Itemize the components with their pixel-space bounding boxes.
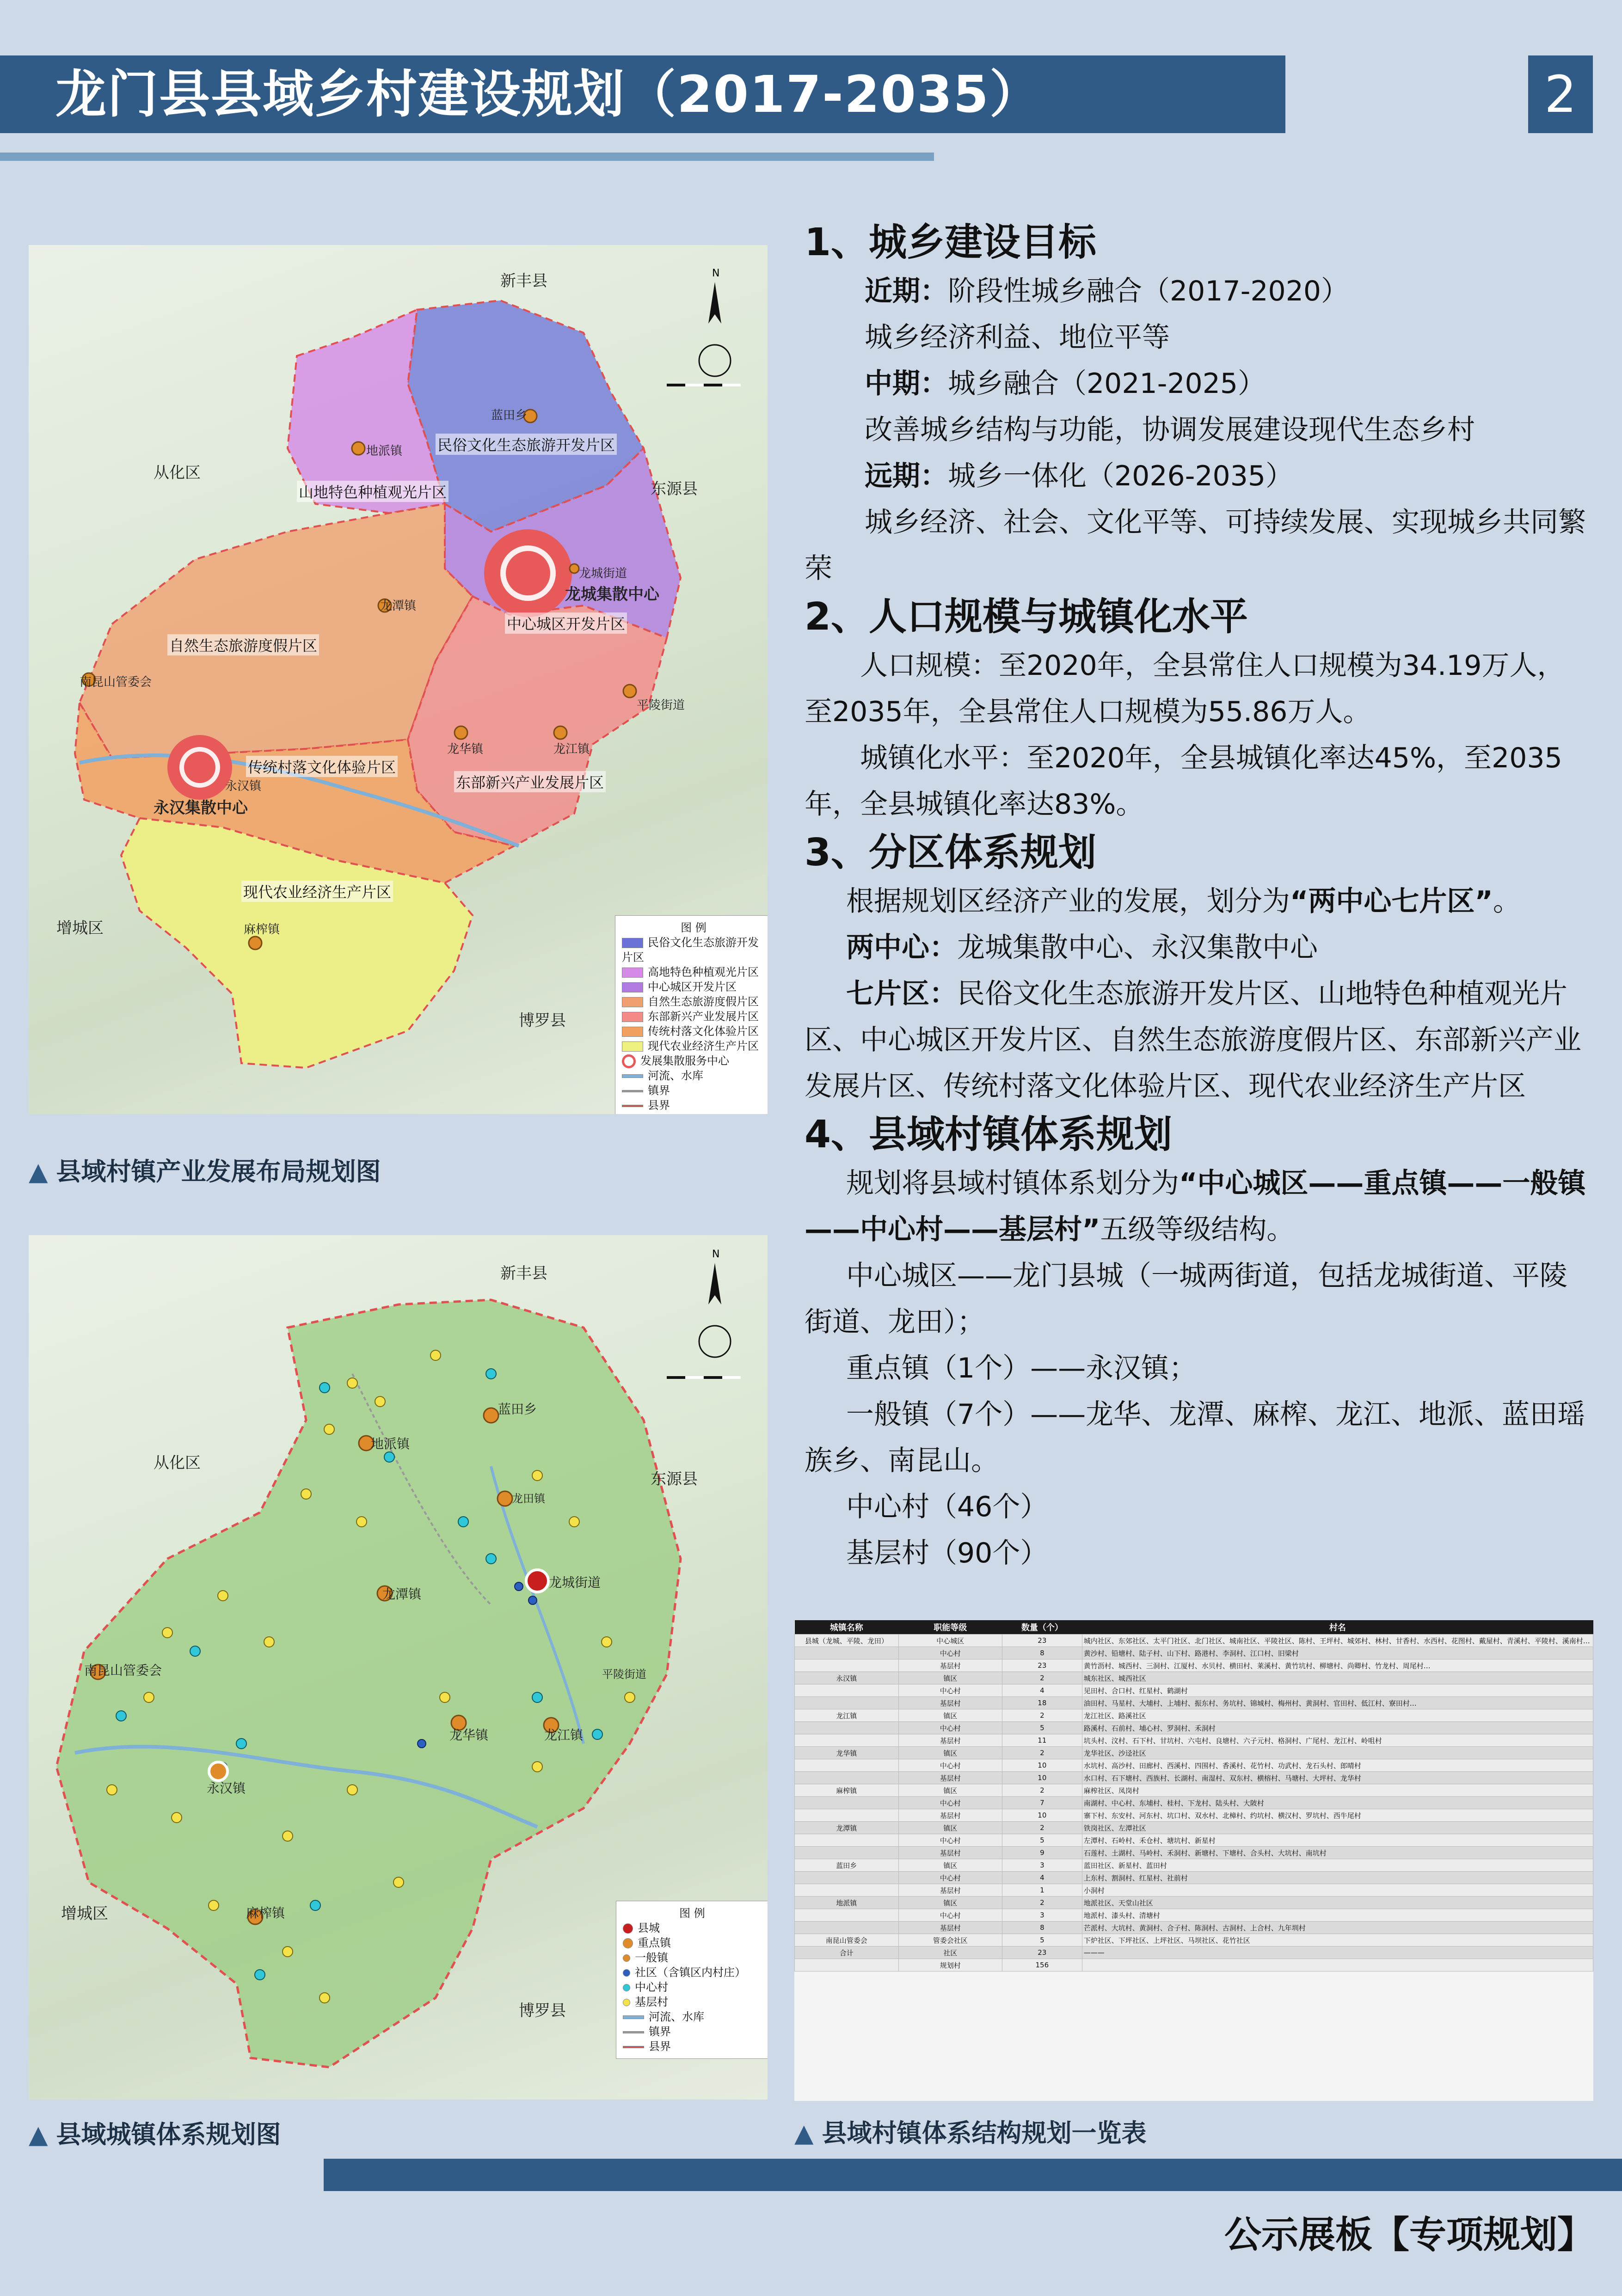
zone-label: 山地特色种植观光片区: [297, 481, 449, 502]
town-system-intro: 规划将县域村镇体系划分为“中心城区——重点镇——一般镇——中心村——基层村”五级等级结构。: [805, 1167, 1586, 1246]
town-label: 龙华镇: [447, 742, 484, 756]
table-cell: [795, 1809, 899, 1822]
town-label: 麻榨镇: [244, 923, 280, 937]
neighbor-label: 新丰县: [500, 272, 547, 290]
table-cell: 基层村: [898, 1697, 1002, 1709]
town-label: 永汉镇: [207, 1781, 246, 1796]
table-cell: 地派镇: [795, 1897, 899, 1909]
table-cell: 2: [1002, 1672, 1082, 1684]
table-cell: 南昆山管委会: [795, 1934, 899, 1947]
table-cell: [795, 1684, 899, 1697]
table-row: [795, 1884, 1593, 1897]
town-label: 地派镇: [366, 444, 403, 458]
hub-label: 永汉集散中心: [154, 799, 248, 817]
town-system-line: 中心村（46个）: [846, 1491, 1048, 1523]
table-cell: [795, 1959, 899, 1971]
page-number: 2: [1528, 55, 1593, 133]
table-cell: 麻榨社区、凤岗村: [1082, 1784, 1593, 1797]
neighbor-label: 博罗县: [519, 1011, 566, 1030]
legend-item: 自然生态旅游度假片区: [622, 994, 765, 1009]
town-label: 地派镇: [371, 1436, 410, 1451]
table-cell: 水坑村、高沙村、田廊村、西溪村、四围村、香溪村、花竹村、功武村、龙石头村、郎晴村: [1082, 1759, 1593, 1772]
table-cell: [795, 1759, 899, 1772]
table-header: 城镇名称: [795, 1620, 899, 1635]
goal-line: 城乡经济利益、地位平等: [865, 321, 1170, 354]
table-row: [795, 1635, 1593, 1647]
zoning-intro: 根据规划区经济产业的发展，划分为“两中心七片区”。: [846, 885, 1521, 918]
table-cell: 地派村、漆头村、清塘村: [1082, 1909, 1593, 1922]
table-cell: 路溪村、石前村、埔心村、罗洞村、禾洞村: [1082, 1722, 1593, 1734]
zone-label: 传统村落文化体验片区: [246, 756, 398, 777]
legend-item: 传统村落文化体验片区: [622, 1024, 765, 1039]
table-cell: 156: [1002, 1959, 1082, 1971]
table-cell: [795, 1722, 899, 1734]
table-cell: 23: [1002, 1947, 1082, 1959]
table-row: [795, 1909, 1593, 1922]
table-row: [795, 1709, 1593, 1722]
table-cell: 基层村: [898, 1659, 1002, 1672]
town-system-line: 重点镇（1个）——永汉镇；: [846, 1352, 1197, 1384]
legend-item: 东部新兴产业发展片区: [622, 1009, 765, 1024]
table-cell: 永汉镇: [795, 1672, 899, 1684]
table-cell: 镇区: [898, 1822, 1002, 1834]
table-cell: 麻榨镇: [795, 1784, 899, 1797]
zone-label: 中心城区开发片区: [505, 612, 627, 634]
table-cell: 中心村: [898, 1872, 1002, 1884]
table-row: [795, 1797, 1593, 1809]
table-cell: 坑头村、汶村、石下村、甘坑村、六屯村、良塘村、六子元村、格洞村、广尾村、龙江村、岭咀村: [1082, 1734, 1593, 1747]
neighbor-label: 从化区: [154, 1454, 201, 1472]
zone-natural-ecology: [80, 504, 473, 758]
table-cell: [795, 1834, 899, 1847]
two-centers-line: 两中心：龙城集散中心、永汉集散中心: [846, 931, 1318, 964]
legend-item: 高地特色种植观光片区: [622, 965, 765, 980]
table-cell: 基层村: [898, 1734, 1002, 1747]
table-cell: 水口村、石下塘村、西族村、长湖村、南湿村、双东村、横榕村、马塘村、大坪村、龙华村: [1082, 1772, 1593, 1784]
town-label: 永汉镇: [225, 779, 262, 793]
table-cell: 油田村、马星村、大埔村、上埔村、振东村、务坑村、锦城村、梅州村、黄洞村、官田村、低江村、寮田村…: [1082, 1697, 1593, 1709]
table-cell: 23: [1002, 1635, 1082, 1647]
town-system-line: 基层村（90个）: [846, 1537, 1048, 1569]
table-cell: [795, 1847, 899, 1859]
table-row: [795, 1934, 1593, 1947]
table-cell: 10: [1002, 1759, 1082, 1772]
table-cell: 基层村: [898, 1922, 1002, 1934]
table-header: 职能等级: [898, 1620, 1002, 1635]
town-label: 平陵街道: [602, 1668, 646, 1681]
table-cell: 中心城区: [898, 1635, 1002, 1647]
table-cell: 南湖村、中心村、东埔村、桂村、下龙村、陆头村、大陂村: [1082, 1797, 1593, 1809]
table-cell: 左潭村、石岭村、禾仓村、塘坑村、新星村: [1082, 1834, 1593, 1847]
table-cell: 23: [1002, 1659, 1082, 1672]
table-cell: 蓝田乡: [795, 1859, 899, 1872]
table-row: [795, 1734, 1593, 1747]
legend-item: 河流、水库: [622, 1068, 765, 1083]
table-cell: 基层村: [898, 1772, 1002, 1784]
table-cell: 中心村: [898, 1684, 1002, 1697]
north-arrow-2: [699, 1249, 731, 1357]
industry-layout-map: [29, 245, 768, 1114]
table-row: [795, 1822, 1593, 1834]
table-row: [795, 1672, 1593, 1684]
zone-label: 东部新兴产业发展片区: [454, 771, 606, 792]
table-cell: 2: [1002, 1709, 1082, 1722]
town-label: 龙江镇: [553, 742, 590, 756]
map1-caption: ▲ 县域村镇产业发展布局规划图: [29, 1157, 381, 1186]
table-cell: 管委会社区: [898, 1934, 1002, 1947]
neighbor-label: 东源县: [651, 1470, 698, 1488]
table-cell: 镇区: [898, 1784, 1002, 1797]
map-legend: [616, 1901, 768, 2059]
table-cell: 18: [1002, 1697, 1082, 1709]
neighbor-label: 东源县: [651, 480, 698, 498]
neighbor-label: 新丰县: [500, 1264, 547, 1283]
legend-title: 图 例: [679, 1907, 705, 1920]
table-row: [795, 1809, 1593, 1822]
table-cell: 小洞村: [1082, 1884, 1593, 1897]
seven-zones-line: 七片区：民俗文化生态旅游开发片区、山地特色种植观光片区、中心城区开发片区、自然生态旅游度假片区、东部新兴产业发展片区、传统村落文化体验片区、现代农业经济生产片区: [805, 978, 1581, 1102]
town-label: 龙城街道: [549, 1575, 601, 1590]
legend-item: 社区（含镇区内村庄）: [623, 1965, 762, 1980]
population-paragraph: 人口规模：至2020年，全县常住人口规模为34.19万人，至2035年，全县常住人口规模为55.86万人。: [805, 649, 1565, 728]
table-cell: 合计: [795, 1947, 899, 1959]
map-legend: [615, 915, 768, 1114]
legend-item: 河流、水库: [623, 2009, 762, 2024]
table-row: [795, 1747, 1593, 1759]
table-cell: 9: [1002, 1847, 1082, 1859]
table-row: [795, 1947, 1593, 1959]
table-cell: 下炉社区、下坪社区、上坪社区、马坝社区、花竹社区: [1082, 1934, 1593, 1947]
section-heading: 2、人口规模与城镇化水平: [805, 595, 1248, 639]
zone-label: 自然生态旅游度假片区: [167, 634, 319, 655]
header-accent-bar: [0, 153, 934, 161]
table-row: [795, 1859, 1593, 1872]
table-cell: [795, 1922, 899, 1934]
table-cell: 城内社区、东郊社区、太平门社区、北门社区、城南社区、平陵社区、陈村、王坪村、城郊村、林村、甘香村、水西村、花图村、戴屋村、青溪村、平陵村、溪南村…: [1082, 1635, 1593, 1647]
table-cell: 石莲村、土湖村、马岭村、禾洞村、新塘村、下塘村、合头村、大坑村、南坑村: [1082, 1847, 1593, 1859]
triangle-icon: ▲: [29, 2120, 48, 2149]
table-cell: 社区: [898, 1947, 1002, 1959]
table-cell: 中心村: [898, 1797, 1002, 1809]
table-cell: 镇区: [898, 1859, 1002, 1872]
neighbor-label: 从化区: [154, 464, 201, 482]
legend-item: 县界: [623, 2039, 762, 2054]
table-cell: [795, 1734, 899, 1747]
table-cell: 8: [1002, 1922, 1082, 1934]
table-cell: [795, 1697, 899, 1709]
town-system-table: [794, 1620, 1593, 1971]
table-row: [795, 1772, 1593, 1784]
town-label: 蓝田乡: [491, 409, 528, 422]
table-cell: 3: [1002, 1859, 1082, 1872]
table-cell: 4: [1002, 1684, 1082, 1697]
table-cell: 龙华社区、沙迳社区: [1082, 1747, 1593, 1759]
table-cell: [795, 1872, 899, 1884]
section-heading: 1、城乡建设目标: [805, 220, 1097, 264]
table-cell: 11: [1002, 1734, 1082, 1747]
table-cell: 中心村: [898, 1759, 1002, 1772]
table-header: 数量（个）: [1002, 1620, 1082, 1635]
triangle-icon: ▲: [794, 2118, 814, 2148]
town-label: 麻榨镇: [246, 1905, 285, 1921]
table-cell: [1082, 1959, 1593, 1971]
table-cell: 基层村: [898, 1809, 1002, 1822]
legend-item: 县界: [622, 1098, 765, 1113]
page-title: 龙门县县域乡村建设规划（2017-2035）: [55, 65, 1041, 124]
goal-line: 近期：阶段性城乡融合（2017-2020）: [865, 275, 1349, 307]
table-cell: 10: [1002, 1809, 1082, 1822]
table-cell: 2: [1002, 1747, 1082, 1759]
table-cell: 3: [1002, 1909, 1082, 1922]
table-caption: ▲ 县域村镇体系结构规划一览表: [794, 2118, 1147, 2148]
section-heading: 3、分区体系规划: [805, 831, 1097, 875]
map2-caption: ▲ 县域城镇体系规划图: [29, 2120, 281, 2149]
svg-text:N: N: [712, 268, 720, 279]
goal-line: 远期：城乡一体化（2026-2035）: [865, 460, 1294, 492]
neighbor-label: 增城区: [61, 1904, 108, 1923]
zone-label: 现代农业经济生产片区: [241, 881, 393, 902]
table-cell: 镇区: [898, 1747, 1002, 1759]
table-row: [795, 1897, 1593, 1909]
table-cell: 5: [1002, 1934, 1082, 1947]
table-cell: 龙潭镇: [795, 1822, 899, 1834]
footer-bar: [324, 2159, 1622, 2191]
goal-line: 城乡经济、社会、文化平等、可持续发展、实现城乡共同繁荣: [805, 506, 1586, 585]
table-cell: 地派社区、天堂山社区: [1082, 1897, 1593, 1909]
town-label: 龙城街道: [579, 567, 627, 581]
table-row: [795, 1647, 1593, 1659]
legend-item: 基层村: [623, 1995, 762, 2009]
neighbor-label: 增城区: [56, 919, 104, 937]
legend-item: 县城: [623, 1921, 762, 1935]
table-cell: 芒派村、大坑村、黄洞村、合子村、陈洞村、古洞村、上合村、九年圳村: [1082, 1922, 1593, 1934]
table-row: [795, 1922, 1593, 1934]
table-cell: 黄沙村、铅塘村、陆子村、山下村、路港村、李洞村、江口村、旧梁村: [1082, 1647, 1593, 1659]
triangle-icon: ▲: [29, 1157, 48, 1186]
legend-item: 中心村: [623, 1980, 762, 1995]
zone-label: 民俗文化生态旅游开发片区: [436, 434, 617, 455]
town-system-line: 中心城区——龙门县城（一城两街道，包括龙城街道、平陵街道、龙田）；: [805, 1260, 1567, 1338]
table-row: [795, 1784, 1593, 1797]
town-label: 龙潭镇: [382, 1586, 422, 1602]
footer-label: 公示展板【专项规划】: [1224, 2213, 1594, 2256]
table-cell: [795, 1884, 899, 1897]
town-label: 南昆山管委会: [80, 675, 152, 689]
goal-line: 中期：城乡融合（2021-2025）: [865, 367, 1266, 400]
town-label: 龙华镇: [449, 1727, 489, 1743]
table-cell: 2: [1002, 1822, 1082, 1834]
legend-title: 图 例: [681, 921, 707, 934]
table-row: [795, 1684, 1593, 1697]
table-cell: [795, 1772, 899, 1784]
table-cell: 镇区: [898, 1897, 1002, 1909]
table-cell: 龙江社区、路溪社区: [1082, 1709, 1593, 1722]
legend-item: 中心城区开发片区: [622, 980, 765, 994]
table-cell: [795, 1909, 899, 1922]
table-cell: 镇区: [898, 1709, 1002, 1722]
table-cell: [795, 1797, 899, 1809]
goal-line: 改善城乡结构与功能，协调发展建设现代生态乡村: [865, 414, 1475, 446]
table-cell: 县城（龙城、平陵、龙田）: [795, 1635, 899, 1647]
table-row: [795, 1697, 1593, 1709]
town-system-map: [29, 1235, 768, 2100]
hub-label: 龙城集散中心: [565, 585, 659, 604]
table-cell: 龙江镇: [795, 1709, 899, 1722]
table-row: [795, 1759, 1593, 1772]
town-system-line: 一般镇（7个）——龙华、龙潭、麻榨、龙江、地派、蓝田瑶族乡、南昆山。: [805, 1398, 1585, 1477]
table-cell: 铁岗社区、左潭社区: [1082, 1822, 1593, 1834]
legend-item: 重点镇: [623, 1935, 762, 1950]
table-cell: 1: [1002, 1884, 1082, 1897]
table-cell: 中心村: [898, 1647, 1002, 1659]
urbanization-paragraph: 城镇化水平：至2020年，全县城镇化率达45%，至2035年，全县城镇化率达83%。: [805, 742, 1562, 820]
legend-item: 镇界: [622, 1083, 765, 1098]
table-cell: 蓝田社区、新星村、蓝田村: [1082, 1859, 1593, 1872]
table-row: [795, 1872, 1593, 1884]
town-label: 蓝田乡: [498, 1402, 537, 1417]
key-town-marker: [209, 1762, 227, 1781]
table-cell: 龙华镇: [795, 1747, 899, 1759]
table-row: [795, 1834, 1593, 1847]
table-cell: [795, 1659, 899, 1672]
neighbor-label: 博罗县: [519, 2002, 566, 2020]
table-cell: ———: [1082, 1947, 1593, 1959]
table-cell: 基层村: [898, 1884, 1002, 1897]
legend-item: 现代农业经济生产片区: [622, 1039, 765, 1053]
section-heading: 4、县域村镇体系规划: [805, 1113, 1173, 1157]
table-cell: 寨下村、东安村、河东村、坑口村、双水村、北樟村、约坑村、横汉村、罗坑村、西牛尾村: [1082, 1809, 1593, 1822]
table-cell: 4: [1002, 1872, 1082, 1884]
table-cell: 8: [1002, 1647, 1082, 1659]
town-label: 平陵街道: [637, 698, 685, 712]
town-label: 龙江镇: [544, 1727, 584, 1743]
table-row: [795, 1847, 1593, 1859]
table-cell: 黄竹沥村、城西村、三洞村、江厦村、水贝村、横田村、莱溪村、黄竹坑村、柳塘村、尚卿村、竹龙村、周尾村…: [1082, 1659, 1593, 1672]
table-cell: 城东社区、城西社区: [1082, 1672, 1593, 1684]
table-cell: 10: [1002, 1772, 1082, 1784]
table-cell: 镇区: [898, 1672, 1002, 1684]
legend-item: 镇界: [623, 2024, 762, 2039]
table-cell: 中心村: [898, 1834, 1002, 1847]
town-label: 龙田镇: [512, 1492, 545, 1505]
table-row: [795, 1959, 1593, 1971]
town-system-table-panel: [794, 1620, 1593, 2101]
table-cell: 5: [1002, 1722, 1082, 1734]
table-cell: 基层村: [898, 1847, 1002, 1859]
county-seat-marker: [526, 1570, 548, 1592]
table-row: [795, 1722, 1593, 1734]
table-header: 村名: [1082, 1620, 1593, 1635]
svg-text:N: N: [712, 1249, 720, 1260]
table-cell: 上东村、割洞村、红星村、社前村: [1082, 1872, 1593, 1884]
legend-item: 一般镇: [623, 1950, 762, 1965]
planning-text: [805, 217, 1591, 1576]
county-boundary: [56, 1300, 681, 2067]
table-cell: 2: [1002, 1784, 1082, 1797]
table-cell: 5: [1002, 1834, 1082, 1847]
table-row: [795, 1659, 1593, 1672]
table-cell: 中心村: [898, 1909, 1002, 1922]
table-cell: 7: [1002, 1797, 1082, 1809]
legend-item: 民俗文化生态旅游开发片区: [622, 936, 759, 964]
north-arrow: [699, 268, 731, 376]
town-label: 南昆山管委会: [84, 1663, 162, 1678]
town-label: 龙潭镇: [380, 599, 417, 613]
table-cell: 中心村: [898, 1722, 1002, 1734]
legend-item: 发展集散服务中心: [622, 1053, 765, 1068]
table-cell: [795, 1647, 899, 1659]
table-cell: 2: [1002, 1897, 1082, 1909]
table-cell: 见田村、合口村、红星村、鹤湖村: [1082, 1684, 1593, 1697]
table-cell: 规划村: [898, 1959, 1002, 1971]
